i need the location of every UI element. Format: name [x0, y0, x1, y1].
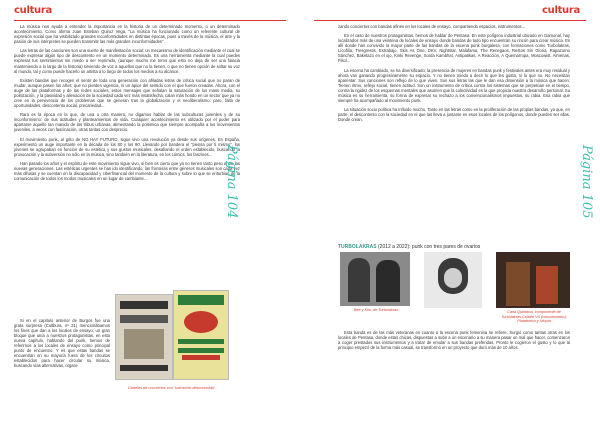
- top-rule: [314, 20, 586, 21]
- photo-caption: Bee y Kini, de Turbolakras: [353, 308, 399, 312]
- band-photo-carla: [424, 252, 482, 308]
- page-side-title: Página 104: [224, 145, 239, 219]
- concert-posters: [115, 290, 227, 384]
- paragraph: Han pasado los años y el espíritu de este movimiento sigue vivo, si bien es cierto que ya no tienen tanto peso entre las nuevas generaciones. Las estéticas urgentes se han ido identificando, las fronteras entre géneros musicales son cada vez más difusas y se cuentan en la discapacidad y ciberfinancial del momento de la cultura y sobre lo que se enturbian de la comunicación de todos los modos musicales en un lugar de cambiante...: [14, 161, 240, 182]
- paragraph: La escena ha cambiado, se ha diversificado; la presencia de mujeres en bandas punk y festivales antes era muy residual y ahora van ganando progresivamente su espacio. Y no tienen miedo a decir lo que les gusta, ni lo que no. No necesitan aparentar. Sus canciones son reflejo de lo que viven. Son sus letras las que le dan esa dimensión a la música que hacen: Tienen ritmo, reflejo social, tienen actitud. Son un instrumento de crítica contra los sistemas que se perpetúan en el tiempo, contra la rigidez de los esquemas mentales que asumen que la colectividad es la que propicia nuestra desarrollo personal. Su música es su herramienta, su forma de expresar su rechazo a los convencionalismos impuestos, su rabia. Esa rabia que siempre ha acompañado al movimiento punk.: [338, 67, 570, 103]
- paragraph: Si en el capítulo anterior de Burgos fue una grata sorpresa (Cultbura, nº 21) mencionábamos los fines que dan a los locales de ensayo, un gran bloque que unía a nuestros protagonistas, en esta nueva capítulo, hablando del punk, hemos de referirnos a los locales de ensayo como principal punto de encuentro. Y es que estas bandas se encuentran en su mayoría fuera de los circuitos establecidos para hacer circular su música, buscando vías alternativas, organi-: [14, 318, 110, 369]
- poster-image: [115, 294, 173, 380]
- poster-caption: Carteles de conciertos con "ubicación desconocida".: [127, 386, 217, 390]
- right-column-top: [338, 24, 570, 127]
- band-photo-live: [496, 252, 570, 308]
- paragraph: El movimiento punk, al grito de NO HAY FUTURO, sigue vivo una revolución ya desde sus orígenes. En España, experimentó un auge importante en la década de los 80 y los 90. Llevando por bandera el "piensa por ti mismo", los jóvenes se agrupaban en función de su estética y sus gustos musicales, desafiando el orden establecido, buscando la provocación y la subversión no sólo en la música, sino también en la literatura, en los cómics, los fanzines...: [14, 136, 240, 157]
- paragraph: Rara es la época en la que, de una u otra manera, no digamos hablar de las subculturas juveniles y de su inconformismo: de sus actitudes y planteamientos de vida. Cualquier acontecimiento es utilizado por el poder para apartarse aquello tan manido de las tribus urbanas, alimentando la polémica que siempre acompaña a los movimientos juveniles, a veces con fascinación, otras tantas con desprecio.: [14, 112, 240, 133]
- top-rule: [14, 20, 286, 21]
- paragraph: La música nos ayuda a entender la importancia en la historia de un determinado momento, o un determinado acontecimiento. Como afirma Juan Esteban Quiroz Vega, "La música ha funcionado como un referente cultural de expresión social que ha visibilizado grandes inconformidades en distintas épocas, pues a través de la música, el arte y la pasión de sus intérpretes se pueden transmitir las más grandes inconformidades".: [14, 24, 240, 45]
- right-page: [300, 0, 600, 424]
- paragraph: zando conciertos con bandas afines en los locales de ensayo, compartiendo espacios, instrumentos...: [338, 24, 525, 29]
- paragraph: La situación socio política ha influido mucho. Tanto en las letras como en la proliferación de las propias bandas, ya que, en parte, el descontento con la sociedad en el que las lleva a juntarse en esos locales de los polígonos, donde pueden ser ellas. Donde crean.: [338, 107, 570, 123]
- band-photo-bee-kini: [340, 252, 410, 306]
- left-column-bottom: [14, 318, 110, 373]
- magazine-logo: cultura: [542, 5, 580, 16]
- section-heading: TURBOLAKRAS (2012 a 2022): punk con tres pares de ovarios: [338, 244, 481, 250]
- paragraph: En el caso de nuestros protagonistas, hemos de hablar de Pentasa. En este polígono industrial ubicado en Gamonal, hay localizados más de una veintena de locales de ensayo donde bandas de todo tipo encuentran su rincón para crear música. Es allí donde han convivido la mayor parte de las bandas de la escena punk burgalesa, con formaciones como Turbolakras, Lícofilia, Tresgrestis, Estrabajo, Skis As One, DKV, Nightstar, Malafama, The Renegaos, Restos Sin Gloria, Rapazorno Sánchez, Baketazo en el ojo, Kinki Revenge, Sorda Kambhat, Antipatikas, A Reacción, A Quemarropa, Moscowist, Almenas, Fikol...: [338, 33, 570, 64]
- paragraph: Esta banda es de las más veteranas en cuanto a la escena punk femenina se refiere. Surgió como tantas otras en los locales de Pentasa, donde estas chicas, dispuestas a subir a un escenario a su manera pasar un mal que hacer, comenzaron a coger prestados sus instrumentos y a tratar de emular a sus bandas preferidas. Pronto le cogieron el gusto y lo que al principio empezó de la forma más casual, se transformó en un proyecto que duró más de 10 años.: [338, 330, 570, 351]
- photo-caption: Carla Quintana, componente de Turbolakras,Colbée VII (conocimiento), Plataforma y Utopía: [501, 310, 567, 324]
- paragraph: Las letras de las canciones son una suerte de manifestación social; un mecanismo de identificación mediante el cual se puede expresar algún tipo de descontento en un momento determinado. Es una herramienta mediante la cual puedes expresar tus sentimientos sin miedo a ser reprimido, (aunque mucho me temo que esto no deja de ser una falacia manteniendo a lo largo de la historia) sirviendo de voz a aquellos que no la tienen, o que no tienen opción de soltar su voz al mundo, tal y como puede hacerlo un artista a lo largo de todos los medios a su alcance.: [14, 48, 240, 74]
- poster-image: [173, 290, 229, 380]
- page-side-title: Página 105: [579, 145, 594, 219]
- right-column-bottom: [338, 330, 570, 354]
- left-column-top: [14, 24, 240, 185]
- paragraph: Existen bandas que recogen el sentir de toda una generación con afiladas letras de crítica social que no paran de mudar, aunque pasen los años; que no pierden vigencia, ni un ápice del sentido con el que fueron creadas. Ahora, con el auge de las plataformas y de las redes sociales, estos mensajes que señalan la saturación de los mass media, su politización, y la pasividad y alienación de la sociedad cada vez más insatisfecha, calan más hondo en un sector que ya no cree en la pervivencia de los problemas que se generan tras la globalización y el neoliberalismo: paro, falta de oportunidades, descontento social, precariedad...: [14, 77, 240, 109]
- magazine-logo: cultura: [14, 5, 52, 16]
